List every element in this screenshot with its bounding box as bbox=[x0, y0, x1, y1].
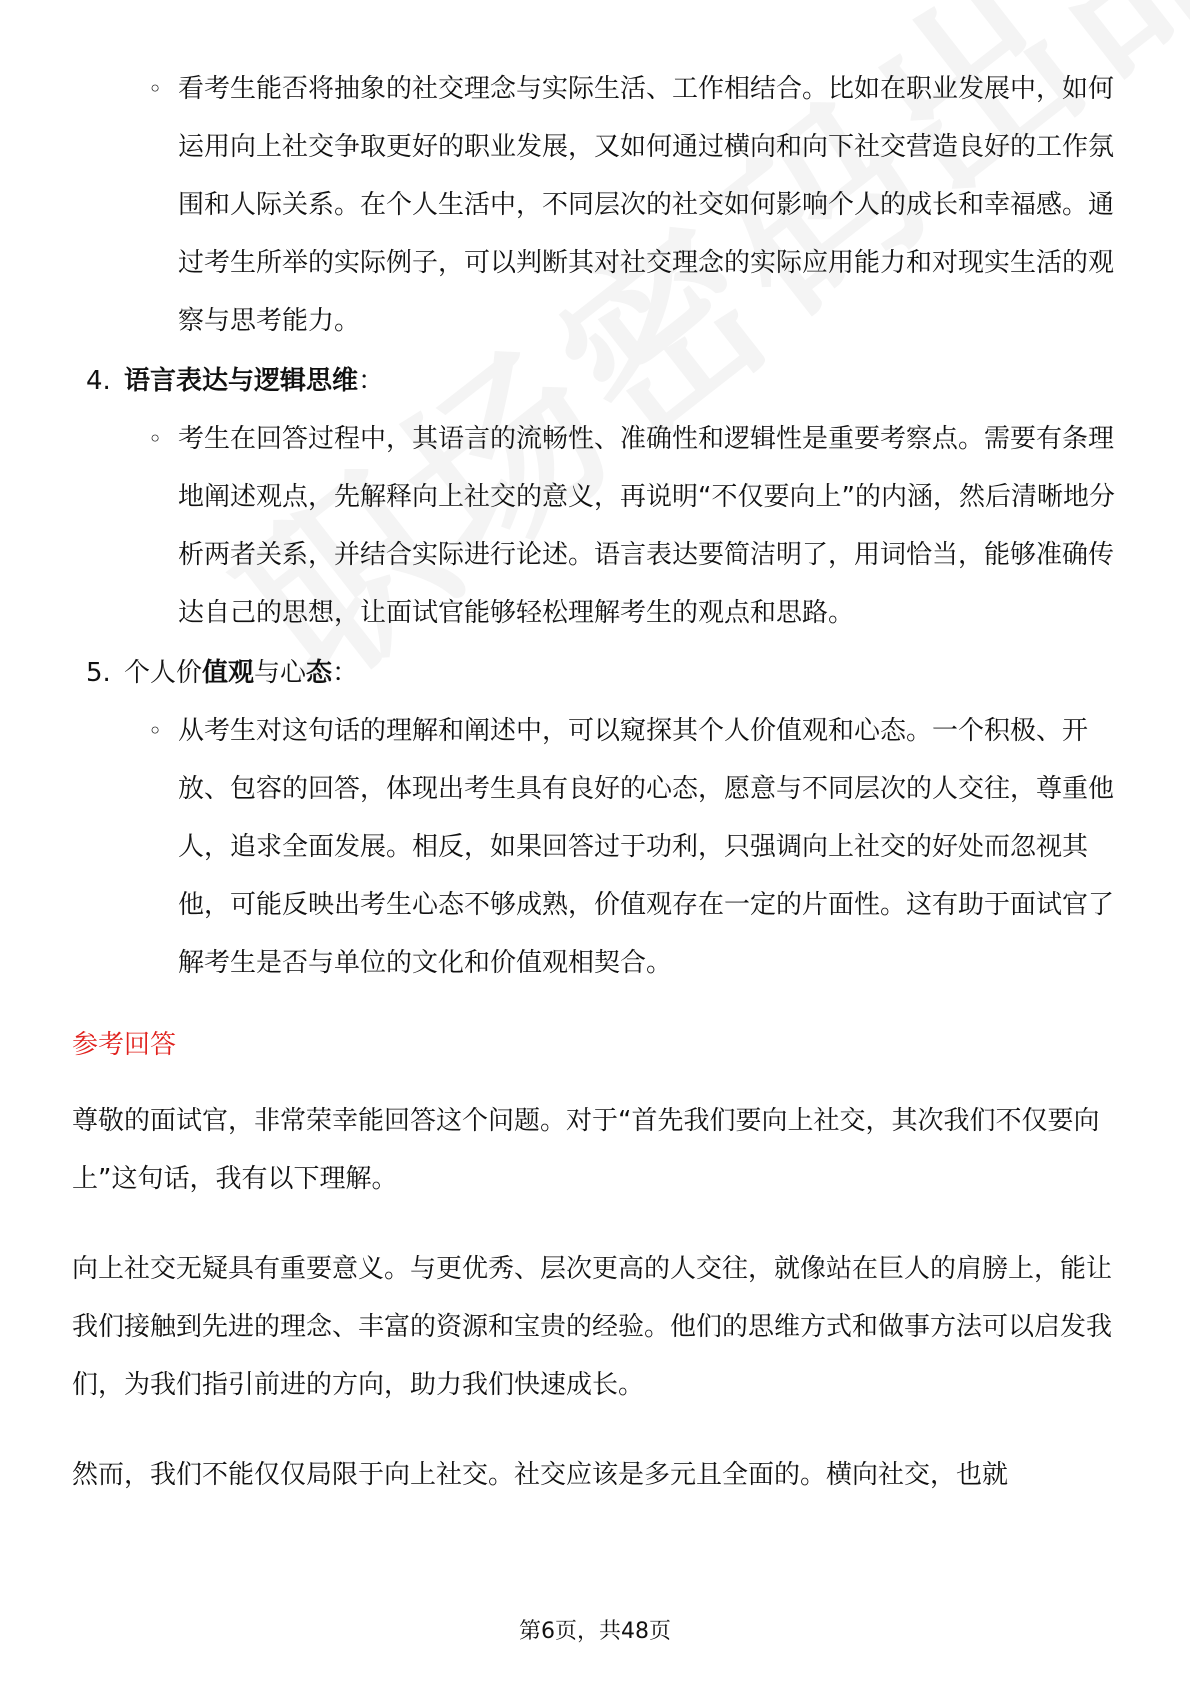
sub-list-item bbox=[72, 410, 1122, 642]
numbered-heading-5 bbox=[72, 644, 1122, 702]
sub-list-item bbox=[72, 60, 1122, 350]
sub-list-item-text: 考生在回答过程中，其语言的流畅性、准确性和逻辑性是重要考察点。需要有条理地阐述观点，先解释向上社交的意义，再说明“不仅要向上”的内涵，然后清晰地分析两者关系，并结合实际进行论述。语言表达要简洁明了，用词恰当，能够准确传达自己的思想，让面试官能够轻松理解考生的观点和思路。 bbox=[178, 424, 1115, 628]
list-number: 5. bbox=[86, 658, 111, 688]
heading-text-part: 态 bbox=[306, 658, 333, 688]
hollow-bullet-icon: ◦ bbox=[148, 75, 163, 103]
heading-text-part: 与心 bbox=[254, 658, 307, 688]
list-number: 4. bbox=[86, 366, 111, 396]
paragraph: 然而，我们不能仅仅局限于向上社交。社交应该是多元且全面的。横向社交，也就 bbox=[72, 1460, 1009, 1490]
heading-text-part: 个人价 bbox=[124, 658, 203, 688]
heading-colon: ： bbox=[332, 658, 359, 688]
document-content bbox=[72, 60, 1122, 1536]
paragraph: 向上社交无疑具有重要意义。与更优秀、层次更高的人交往，就像站在巨人的肩膀上，能让我们接触到先进的理念、丰富的资源和宝贵的经验。他们的思维方式和做事方法可以启发我们，为我们指引前进的方向，助力我们快速成长。 bbox=[72, 1254, 1113, 1400]
sub-list-item-text: 看考生能否将抽象的社交理念与实际生活、工作相结合。比如在职业发展中，如何运用向上社交争取更好的职业发展，又如何通过横向和向下社交营造良好的工作氛围和人际关系。在个人生活中，不同层次的社交如何影响个人的成长和幸福感。通过考生所举的实际例子，可以判断其对社交理念的实际应用能力和对现实生活的观察与思考能力。 bbox=[178, 74, 1115, 336]
page-number: 第6页，共48页 bbox=[519, 1619, 671, 1644]
heading-text-part: 值观 bbox=[202, 658, 255, 688]
heading-text-part: 维 bbox=[332, 366, 359, 396]
paragraph: 尊敬的面试官，非常荣幸能回答这个问题。对于“首先我们要向上社交，其次我们不仅要向上”这句话，我有以下理解。 bbox=[72, 1106, 1100, 1194]
sub-list-item bbox=[72, 702, 1122, 992]
hollow-bullet-icon: ◦ bbox=[148, 425, 163, 453]
sub-list-item-text: 从考生对这句话的理解和阐述中，可以窥探其个人价值观和心态。一个积极、开放、包容的回答，体现出考生具有良好的心态，愿意与不同层次的人交往，尊重他人，追求全面发展。相反，如果回答过于功利，只强调向上社交的好处而忽视其他，可能反映出考生心态不够成熟，价值观存在一定的片面性。这有助于面试官了解考生是否与单位的文化和价值观相契合。 bbox=[178, 716, 1115, 978]
heading-text-part: 与逻辑思 bbox=[228, 366, 333, 396]
hollow-bullet-icon: ◦ bbox=[148, 717, 163, 745]
heading-text-part: 语言表 bbox=[124, 366, 203, 396]
reference-answer-title: 参考回答 bbox=[72, 1030, 177, 1060]
heading-colon: ： bbox=[358, 366, 385, 396]
numbered-heading-4 bbox=[72, 352, 1122, 410]
heading-text-part: 达 bbox=[202, 366, 229, 396]
